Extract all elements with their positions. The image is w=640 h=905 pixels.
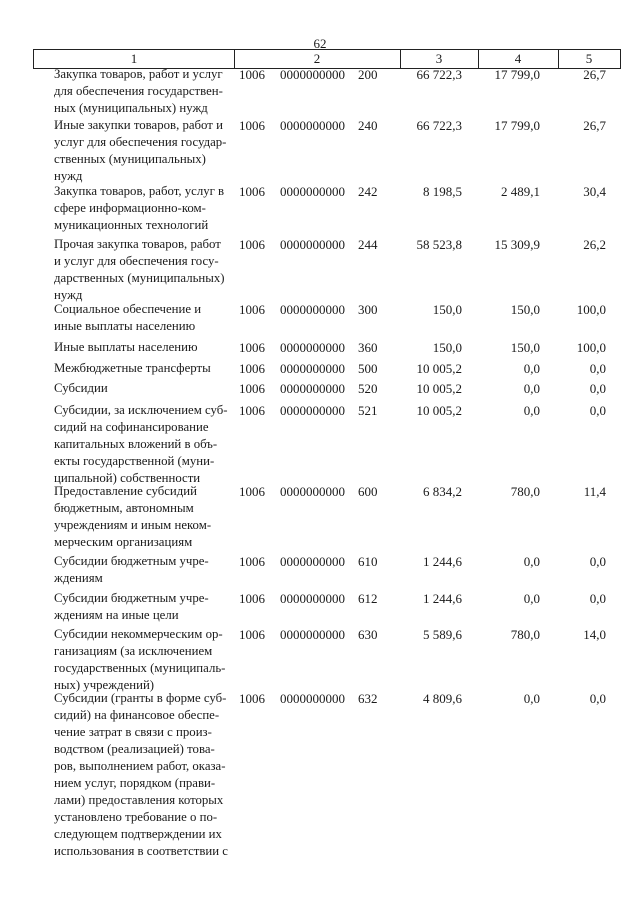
row-value-3: 150,0 xyxy=(432,302,462,317)
row-vr: 244 xyxy=(358,237,378,252)
row-value-5: 0,0 xyxy=(589,591,606,606)
row-vr: 240 xyxy=(358,118,378,133)
row-value-3: 150,0 xyxy=(432,340,462,355)
row-csr: 0000000000 xyxy=(280,340,345,355)
row-name: Прочая закупка товаров, работ и услуг для обеспечения госу- дарственных (муниципальных) нужд xyxy=(54,237,225,302)
row-value-5: 0,0 xyxy=(589,691,606,706)
row-name: Субсидии, за исключением суб- сидий на софинансирование капитальных вложений в объ- екты государственной (муни- ципальной) собственности xyxy=(54,403,228,485)
row-csr: 0000000000 xyxy=(280,484,345,499)
row-value-3: 1 244,6 xyxy=(423,554,462,569)
row-section: 1006 xyxy=(239,591,265,606)
row-value-3: 66 722,3 xyxy=(416,118,462,133)
row-name: Субсидии xyxy=(54,381,108,395)
row-value-5: 0,0 xyxy=(589,361,606,376)
row-csr: 0000000000 xyxy=(280,118,345,133)
row-value-4: 150,0 xyxy=(510,340,540,355)
row-value-5: 0,0 xyxy=(589,554,606,569)
row-section: 1006 xyxy=(239,361,265,376)
col-header-5: 5 xyxy=(585,51,593,66)
row-value-5: 100,0 xyxy=(576,302,606,317)
row-name: Закупка товаров, работ, услуг в сфере информационно-ком- муникационных технологий xyxy=(54,184,225,232)
row-value-5: 26,2 xyxy=(583,237,606,252)
row-section: 1006 xyxy=(239,691,265,706)
row-value-4: 780,0 xyxy=(510,484,540,499)
row-name: Социальное обеспечение и иные выплаты населению xyxy=(54,302,202,333)
row-csr: 0000000000 xyxy=(280,591,345,606)
row-csr: 0000000000 xyxy=(280,237,345,252)
row-section: 1006 xyxy=(239,118,265,133)
row-value-4: 150,0 xyxy=(510,302,540,317)
row-section: 1006 xyxy=(239,302,265,317)
row-value-4: 17 799,0 xyxy=(494,118,540,133)
row-value-3: 6 834,2 xyxy=(423,484,462,499)
row-vr: 610 xyxy=(358,554,378,569)
row-value-4: 0,0 xyxy=(523,691,540,706)
col-header-4: 4 xyxy=(514,51,522,66)
row-vr: 500 xyxy=(358,361,378,376)
row-csr: 0000000000 xyxy=(280,184,345,199)
row-name: Субсидии бюджетным учре- ждениям xyxy=(54,554,209,585)
row-value-5: 26,7 xyxy=(583,67,606,82)
row-value-5: 11,4 xyxy=(583,484,606,499)
row-section: 1006 xyxy=(239,554,265,569)
row-value-3: 10 005,2 xyxy=(416,381,462,396)
row-value-3: 66 722,3 xyxy=(416,67,462,82)
row-name: Иные выплаты населению xyxy=(54,340,198,354)
row-value-5: 0,0 xyxy=(589,381,606,396)
row-csr: 0000000000 xyxy=(280,302,345,317)
row-value-5: 0,0 xyxy=(589,403,606,418)
row-csr: 0000000000 xyxy=(280,67,345,82)
row-section: 1006 xyxy=(239,237,265,252)
row-name: Закупка товаров, работ и услуг для обеспечения государствен- ных (муниципальных) нужд xyxy=(54,67,223,115)
row-vr: 521 xyxy=(358,403,378,418)
row-vr: 242 xyxy=(358,184,378,199)
row-csr: 0000000000 xyxy=(280,691,345,706)
col-header-3: 3 xyxy=(435,51,443,66)
row-vr: 360 xyxy=(358,340,378,355)
row-value-3: 5 589,6 xyxy=(423,627,462,642)
row-vr: 200 xyxy=(358,67,378,82)
row-section: 1006 xyxy=(239,484,265,499)
row-name: Предоставление субсидий бюджетным, автономным учреждениям и иным неком- мерческим организациям xyxy=(54,484,212,549)
row-vr: 632 xyxy=(358,691,378,706)
col-header-2: 2 xyxy=(313,51,321,66)
row-vr: 520 xyxy=(358,381,378,396)
row-value-3: 4 809,6 xyxy=(423,691,462,706)
row-vr: 300 xyxy=(358,302,378,317)
row-value-4: 0,0 xyxy=(523,361,540,376)
row-value-4: 0,0 xyxy=(523,403,540,418)
row-vr: 600 xyxy=(358,484,378,499)
col-header-1: 1 xyxy=(130,51,138,66)
row-name: Межбюджетные трансферты xyxy=(54,361,211,375)
row-value-4: 0,0 xyxy=(523,591,540,606)
row-value-5: 26,7 xyxy=(583,118,606,133)
row-section: 1006 xyxy=(239,403,265,418)
row-csr: 0000000000 xyxy=(280,403,345,418)
row-name: Субсидии некоммерческим ор- ганизациям (за исключением государственных (муниципаль- ных) учреждений) xyxy=(54,627,226,692)
row-value-5: 30,4 xyxy=(583,184,606,199)
row-vr: 630 xyxy=(358,627,378,642)
row-name: Субсидии (гранты в форме суб- сидий) на финансовое обеспе- чение затрат в связи с произ- водством (реализацией) това- ров, выполнением работ, оказа- нием услуг, порядком (прави- лами) предоставления которых установлено требование о по- следующем подтверждении их использования в соответствии с xyxy=(54,691,228,858)
row-value-4: 0,0 xyxy=(523,381,540,396)
page-number: 62 xyxy=(313,36,327,51)
row-value-3: 10 005,2 xyxy=(416,403,462,418)
row-value-4: 0,0 xyxy=(523,554,540,569)
row-csr: 0000000000 xyxy=(280,381,345,396)
row-csr: 0000000000 xyxy=(280,361,345,376)
row-value-3: 58 523,8 xyxy=(416,237,462,252)
row-section: 1006 xyxy=(239,627,265,642)
row-value-3: 10 005,2 xyxy=(416,361,462,376)
row-section: 1006 xyxy=(239,67,265,82)
row-section: 1006 xyxy=(239,340,265,355)
row-value-5: 14,0 xyxy=(583,627,606,642)
row-name: Субсидии бюджетным учре- ждениям на иные цели xyxy=(54,591,209,622)
row-section: 1006 xyxy=(239,381,265,396)
row-value-3: 1 244,6 xyxy=(423,591,462,606)
row-value-4: 2 489,1 xyxy=(501,184,540,199)
row-csr: 0000000000 xyxy=(280,554,345,569)
row-value-3: 8 198,5 xyxy=(423,184,462,199)
row-value-4: 17 799,0 xyxy=(494,67,540,82)
row-name: Иные закупки товаров, работ и услуг для обеспечения государ- ственных (муниципальных) нужд xyxy=(54,118,227,183)
row-section: 1006 xyxy=(239,184,265,199)
row-csr: 0000000000 xyxy=(280,627,345,642)
row-vr: 612 xyxy=(358,591,378,606)
row-value-4: 15 309,9 xyxy=(494,237,540,252)
row-value-5: 100,0 xyxy=(576,340,606,355)
row-value-4: 780,0 xyxy=(510,627,540,642)
